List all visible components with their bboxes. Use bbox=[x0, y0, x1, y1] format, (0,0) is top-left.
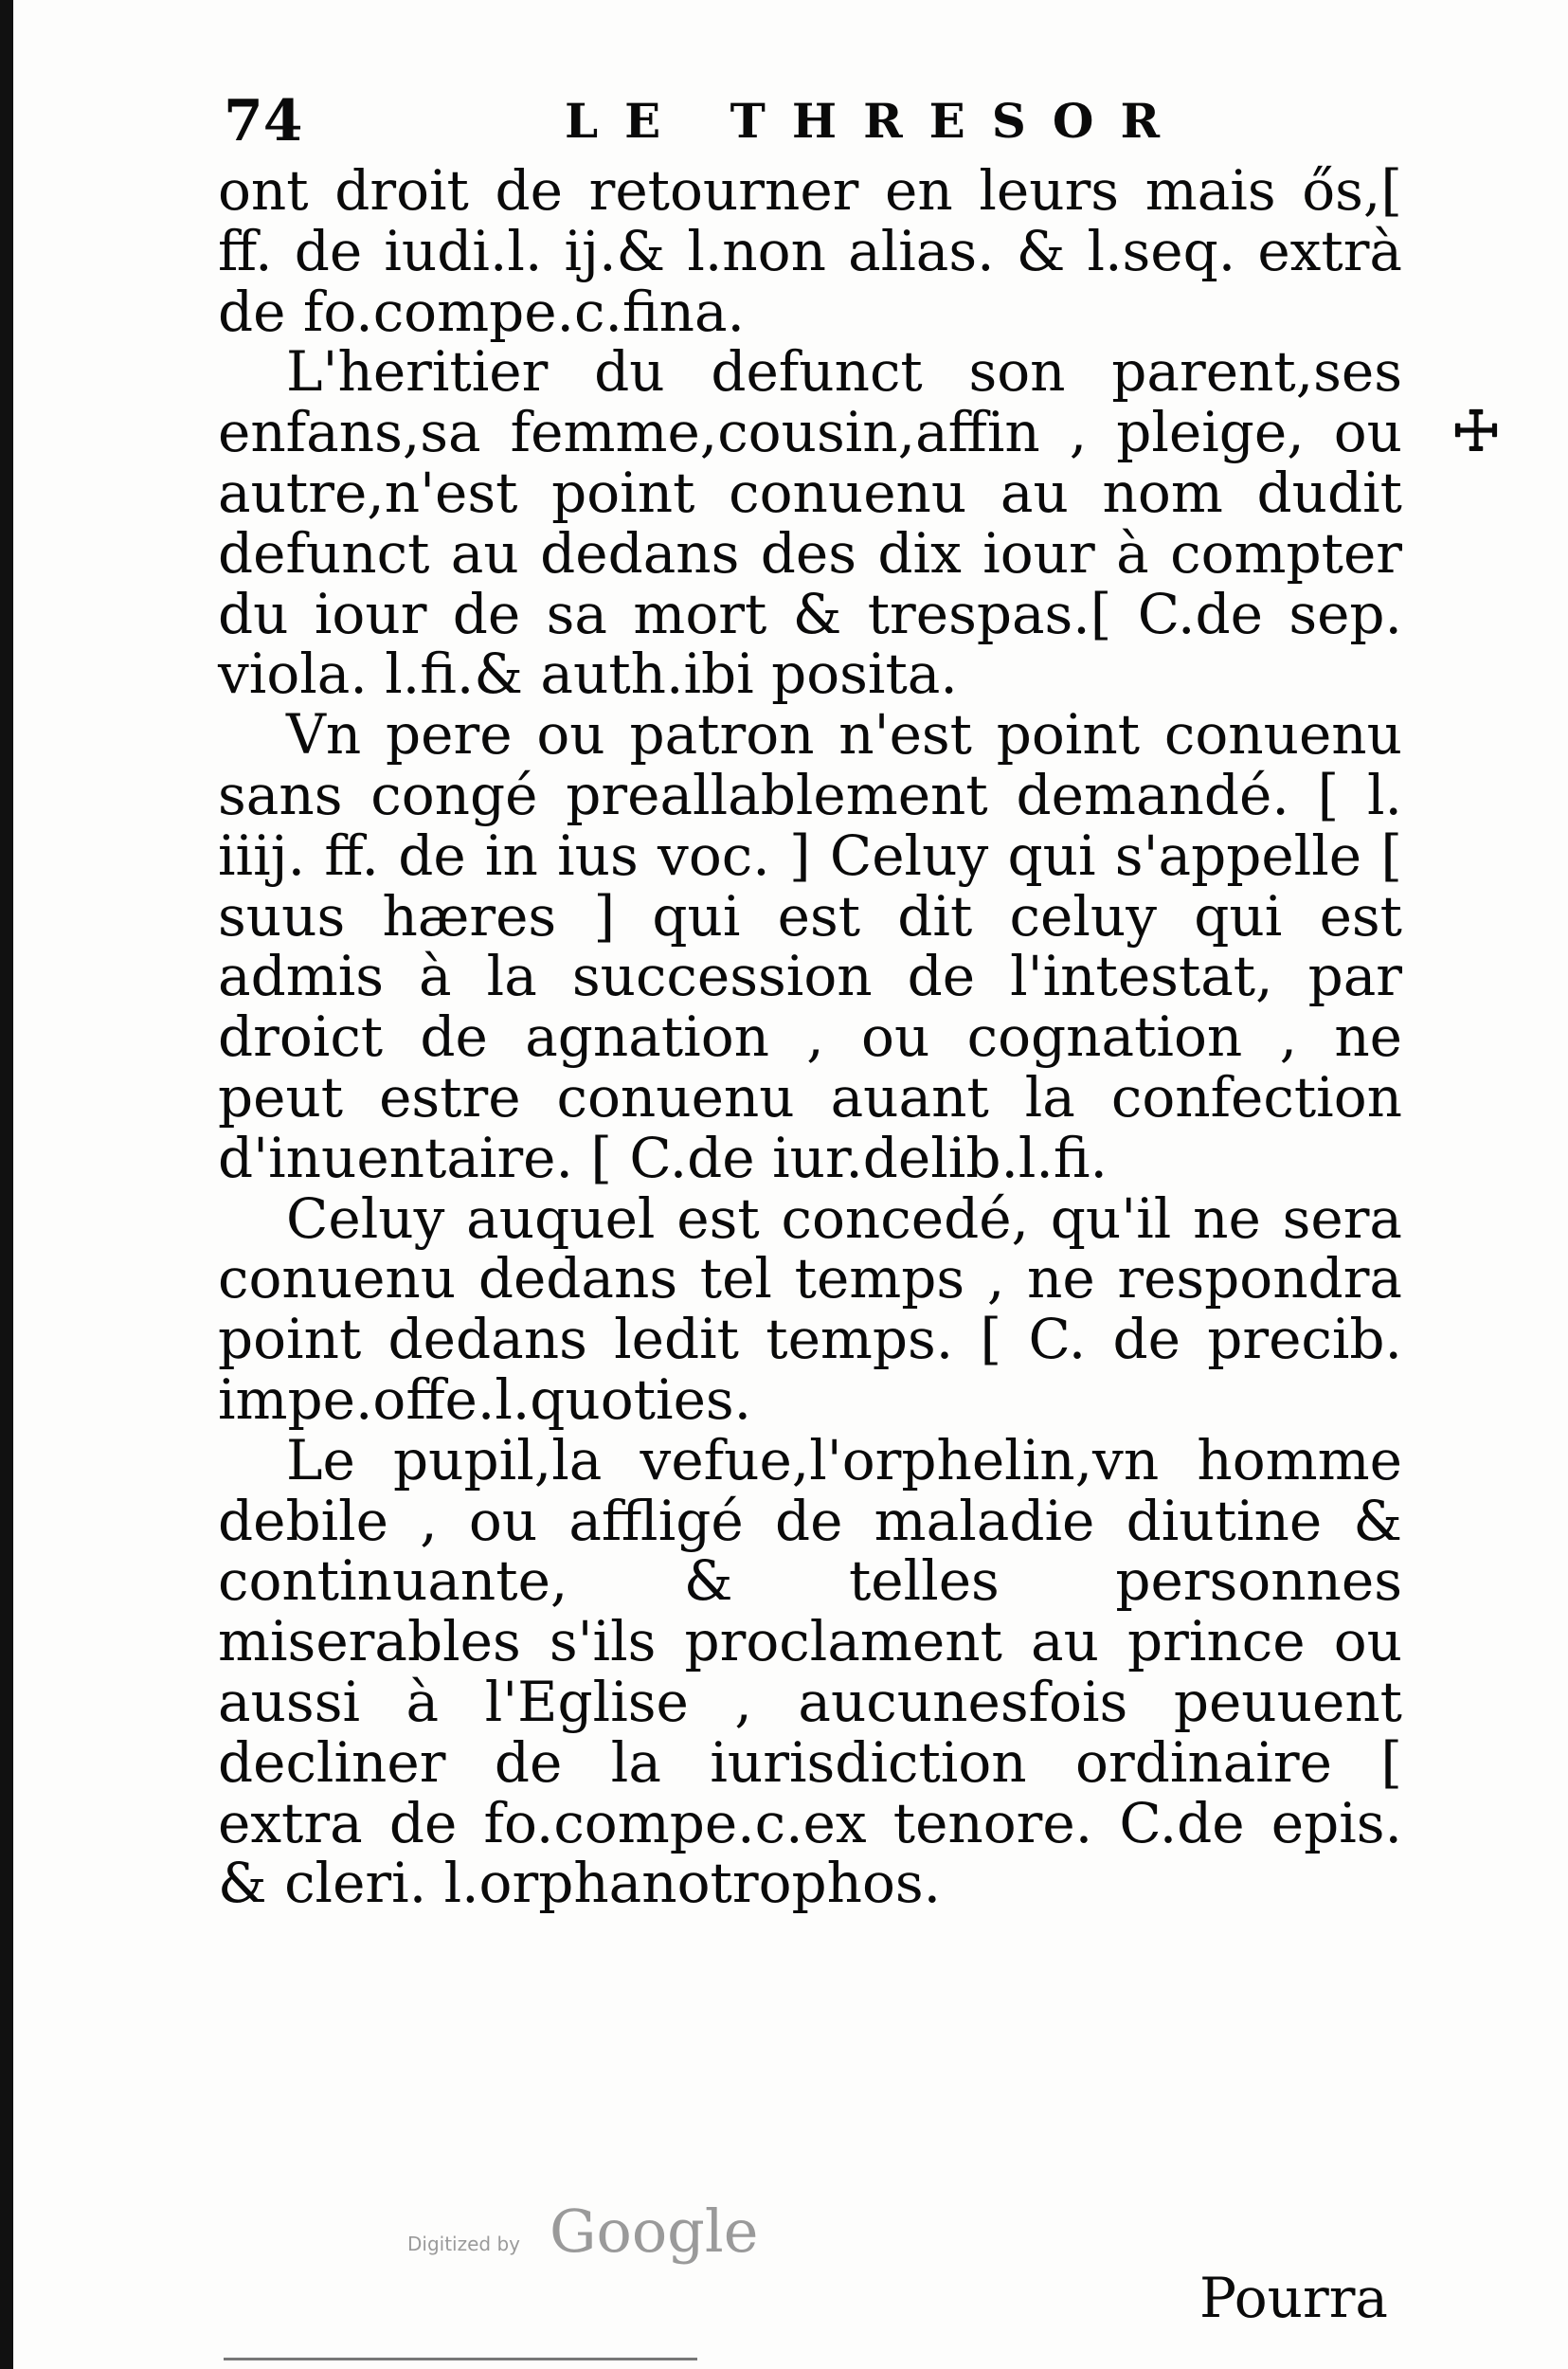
paragraph-4: Celuy auquel est concedé, qu'il ne sera conuenu dedans tel temps , ne respondra point dedans ledit temps. [ C. de precib. impe.offe.l.quoties. bbox=[218, 1185, 1402, 1432]
watermark-prefix: Digitized by bbox=[407, 2233, 520, 2255]
digitized-watermark bbox=[407, 2197, 759, 2272]
page-edge-shadow bbox=[0, 0, 13, 2369]
catchword: Pourra bbox=[1199, 2266, 1388, 2330]
body-text bbox=[218, 158, 1402, 1916]
page-header bbox=[224, 83, 1398, 159]
bottom-rule bbox=[224, 2358, 697, 2360]
page-number: 74 bbox=[224, 88, 303, 154]
paragraph-3: Vn pere ou patron n'est point conuenu sans congé preallablement demandé. [ l. iiij. ff. de in ius voc. ] Celuy qui s'appelle [ suus hæres ] qui est dit celuy qui est admis à la succession de l'intestat, par droict de agnation , ou cognation , ne peut estre conuenu auant la confection d'inuentaire. [ C.de iur.delib.l.fi. bbox=[218, 702, 1402, 1190]
paragraph-2: L'heritier du defunct son parent,ses enfans,sa femme,cousin,affin , pleige, ou autre,n'est point conuenu au nom dudit defunct au dedans des dix iour à compter du iour de sa mort & trespas.[ C.de sep. viola. l.fi.& auth.ibi posita. bbox=[218, 339, 1402, 707]
paragraph-5: Le pupil,la vefue,l'orphelin,vn homme debile , ou affligé de maladie diutine & continuante, & telles personnes miserables s'ils proclament au prince ou aussi à l'Eglise , aucunesfois peuuent decliner de la iurisdiction ordinaire [ extra de fo.compe.c.ex tenore. C.de epis. & cleri. l.orphanotrophos. bbox=[218, 1427, 1402, 1916]
margin-mark-icon: ☩ bbox=[1451, 399, 1501, 463]
watermark-brand: Google bbox=[550, 2197, 759, 2266]
running-head: LE THRESOR bbox=[565, 93, 1187, 149]
paragraph-1: ont droit de retourner en leurs mais ős,[ ff. de iudi.l. ij.& l.non alias. & l.seq. extrà de fo.compe.c.fina. bbox=[218, 158, 1402, 344]
